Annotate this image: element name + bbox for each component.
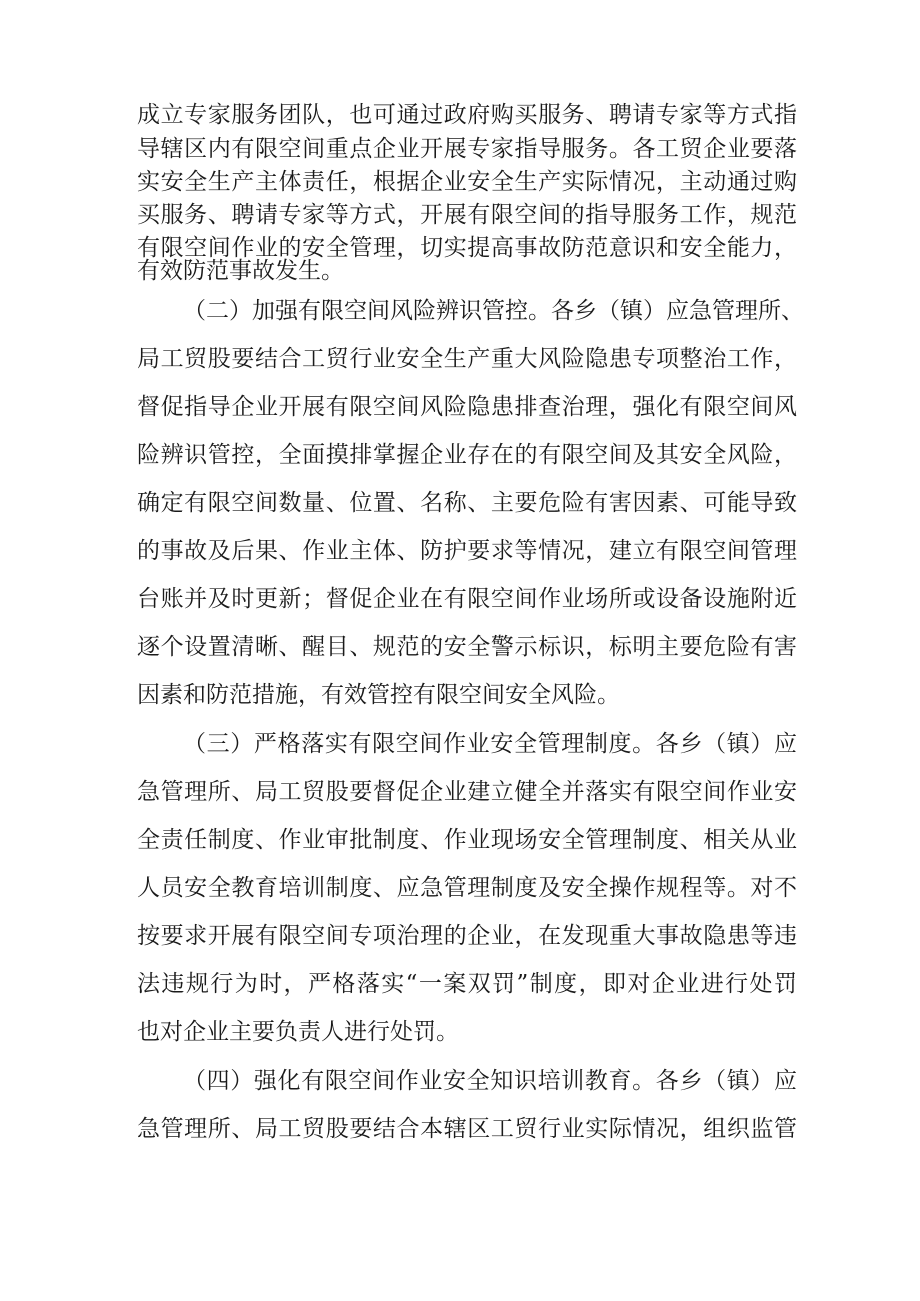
text-line: 人员安全教育培训制度、应急管理制度及安全操作规程等。对不 <box>137 875 797 901</box>
text-line: （二）加强有限空间风险辨识管控。各乡（镇）应急管理所、 <box>183 298 804 324</box>
text-line: 急管理所、局工贸股要结合本辖区工贸行业实际情况，组织监管 <box>137 1116 797 1142</box>
text-line: 实安全生产主体责任，根据企业安全生产实际情况，主动通过购 <box>137 169 797 195</box>
text-line: 有限空间作业的安全管理，切实提高事故防范意识和安全能力， <box>137 235 797 261</box>
text-line: 买服务、聘请专家等方式，开展有限空间的指导服务工作，规范 <box>137 202 797 228</box>
text-line: 成立专家服务团队，也可通过政府购买服务、聘请专家等方式指 <box>137 102 797 128</box>
text-line: 的事故及后果、作业主体、防护要求等情况，建立有限空间管理 <box>137 538 797 564</box>
text-line: 急管理所、局工贸股要督促企业建立健全并落实有限空间作业安 <box>137 779 797 805</box>
text-line: 也对企业主要负责人进行处罚。 <box>137 1019 459 1045</box>
text-line: 导辖区内有限空间重点企业开展专家指导服务。各工贸企业要落 <box>137 136 797 162</box>
text-line: 逐个设置清晰、醒目、规范的安全警示标识，标明主要危险有害 <box>137 634 797 660</box>
text-line: 险辨识管控，全面摸排掌握企业存在的有限空间及其安全风险， <box>137 442 797 468</box>
text-line: （三）严格落实有限空间作业安全管理制度。各乡（镇）应 <box>183 731 797 757</box>
text-line: 督促指导企业开展有限空间风险隐患排查治理，强化有限空间风 <box>137 394 797 420</box>
text-line: 按要求开展有限空间专项治理的企业，在发现重大事故隐患等违 <box>137 923 797 949</box>
text-line: 因素和防范措施，有效管控有限空间安全风险。 <box>137 682 620 708</box>
text-line: 台账并及时更新；督促企业在有限空间作业场所或设备设施附近 <box>137 586 797 612</box>
text-line: 有效防范事故发生。 <box>137 258 344 284</box>
text-line: 局工贸股要结合工贸行业安全生产重大风险隐患专项整治工作， <box>137 346 797 372</box>
text-line: 全责任制度、作业审批制度、作业现场安全管理制度、相关从业 <box>137 827 797 853</box>
text-line: 法违规行为时，严格落实“一案双罚”制度，即对企业进行处罚 <box>137 971 797 997</box>
text-line: （四）强化有限空间作业安全知识培训教育。各乡（镇）应 <box>183 1068 797 1094</box>
text-line: 确定有限空间数量、位置、名称、主要危险有害因素、可能导致 <box>137 490 797 516</box>
